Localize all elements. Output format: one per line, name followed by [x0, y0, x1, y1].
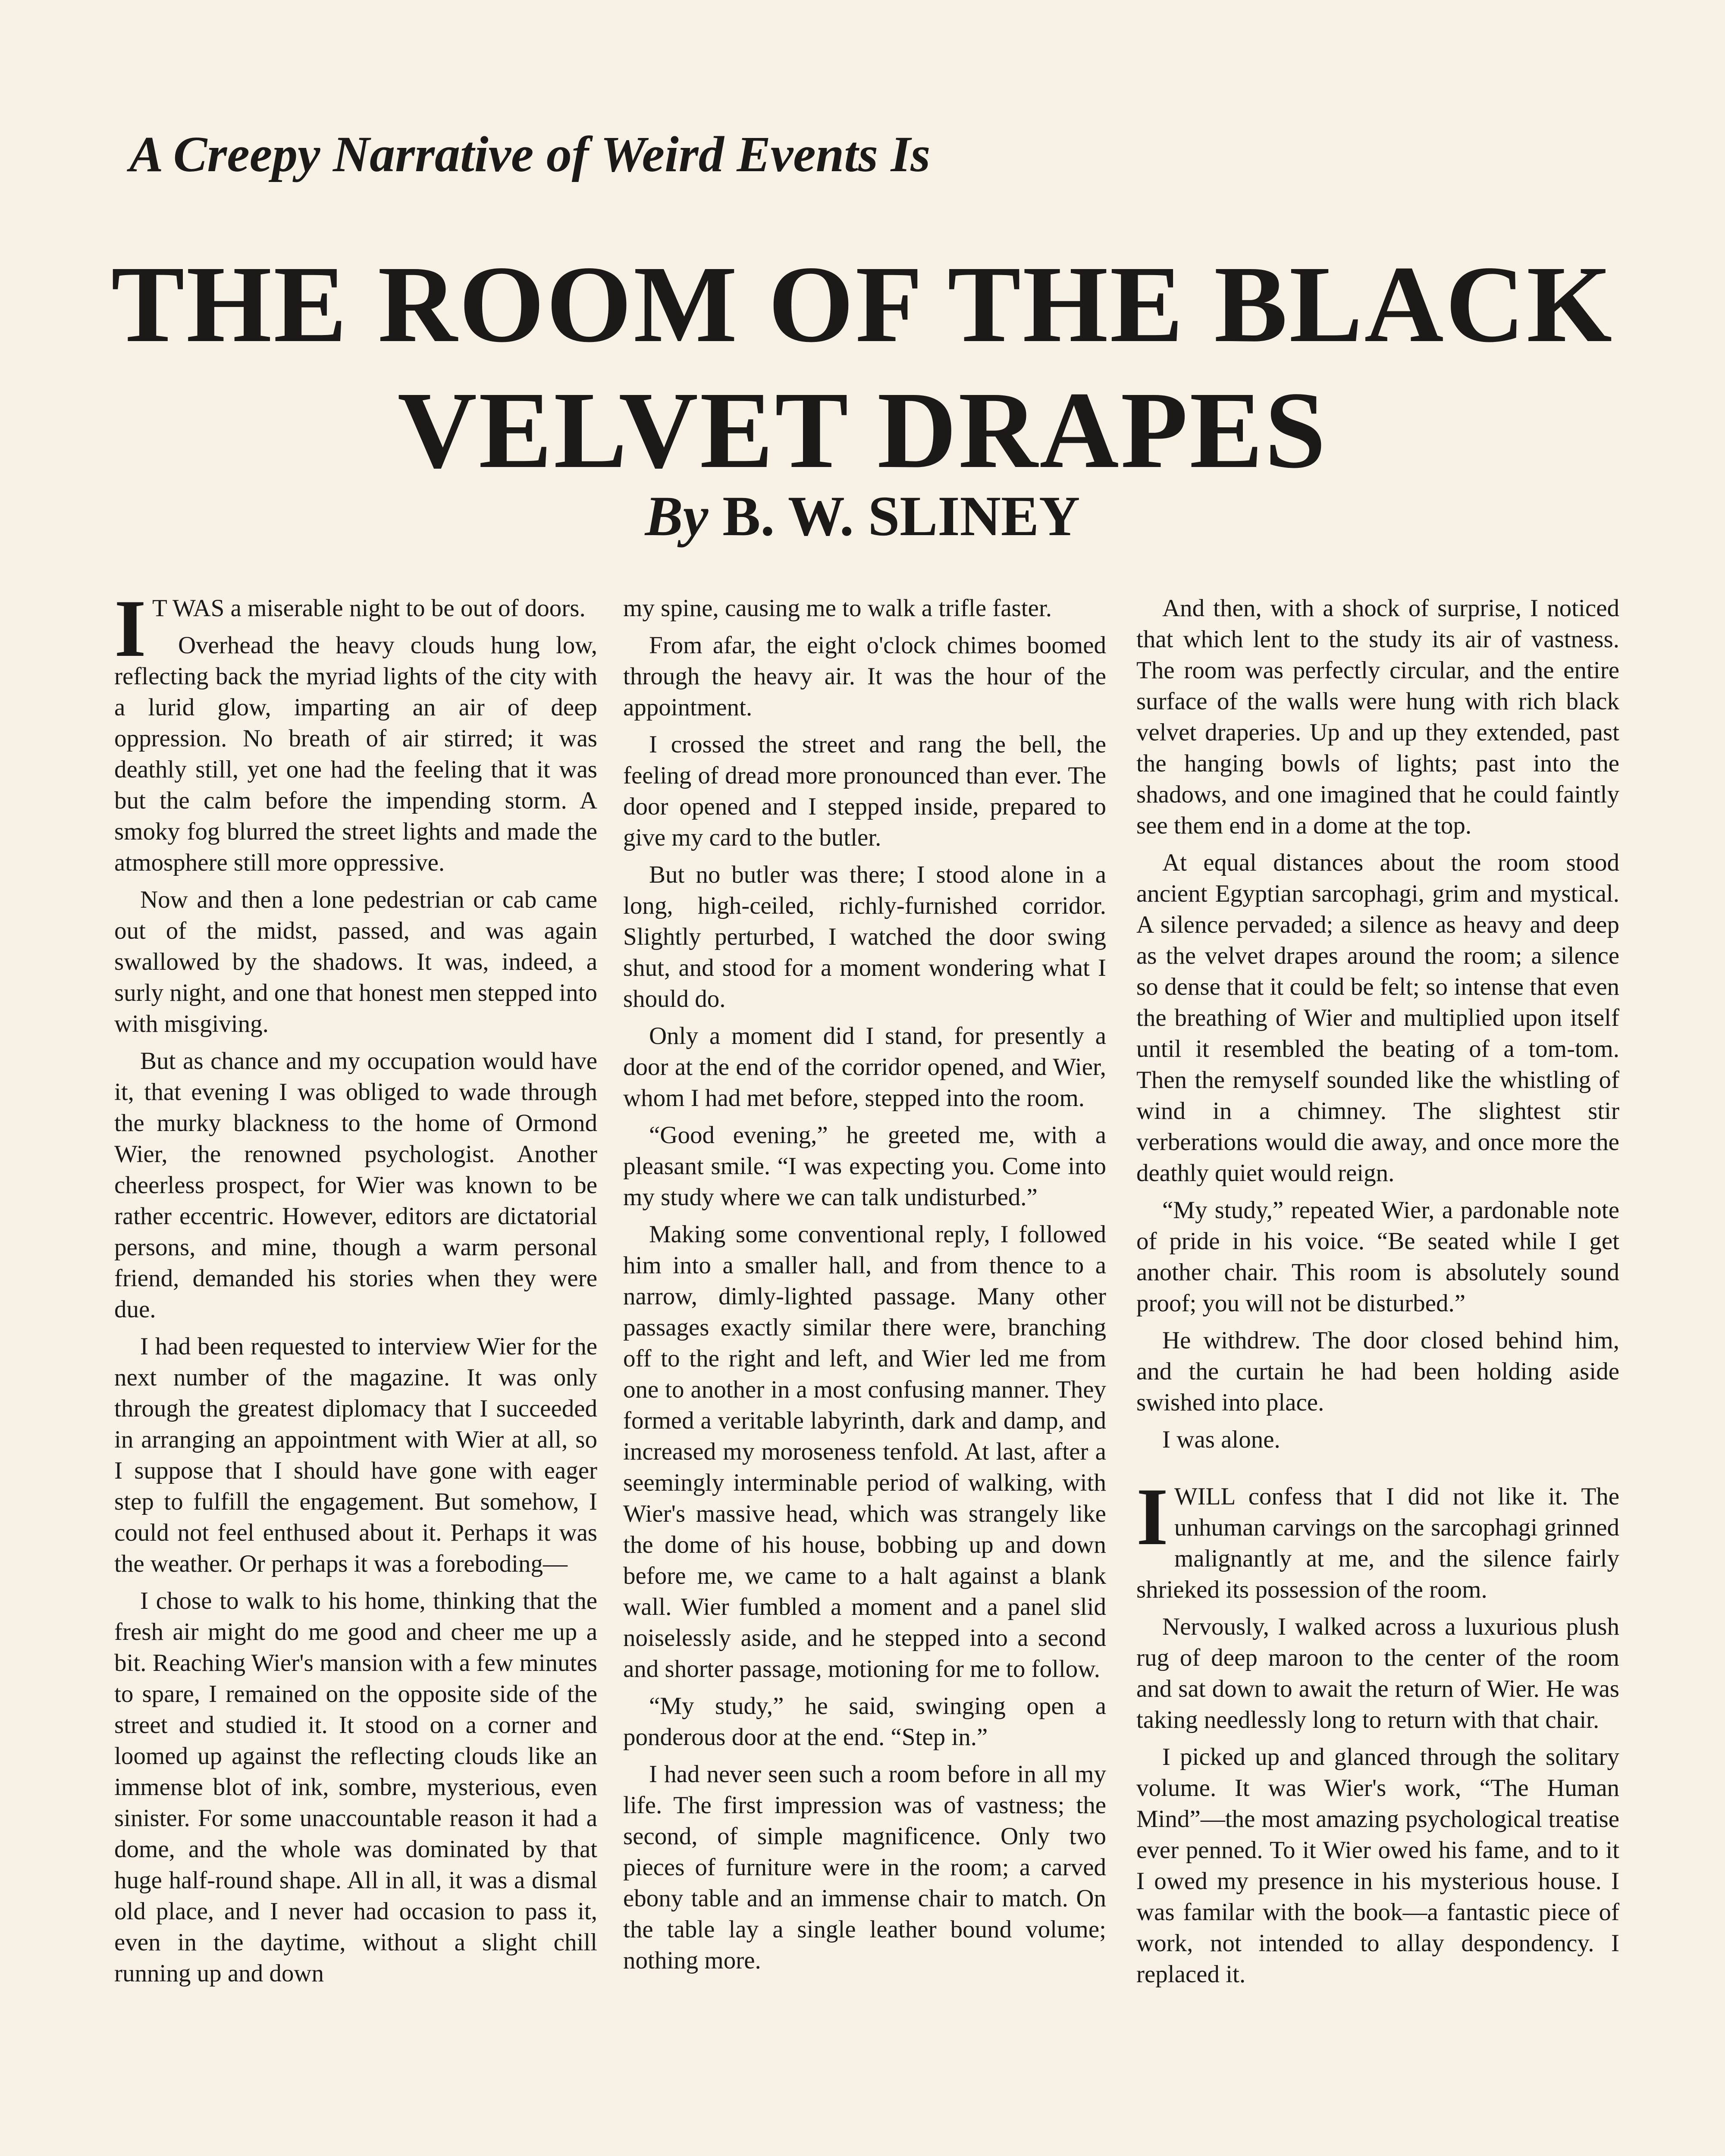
paragraph: my spine, causing me to walk a trifle faster.: [623, 595, 1052, 622]
text-column-3: [1136, 593, 1619, 2156]
text-column-2: [623, 593, 1106, 2156]
paragraph: [1136, 1472, 1619, 1605]
paragraph: “Good evening,” he greeted me, with a pleasant smile. “I was expecting you. Come into my study where we can talk undisturbed.”: [623, 1122, 1106, 1211]
paragraph: “My study,” repeated Wier, a pardonable note of pride in his voice. “Be seated while I get another chair. This room is absolutely sound proof; you will not be disturbed.”: [1136, 1197, 1619, 1317]
paragraph: I crossed the street and rang the bell, the feeling of dread more pronounced than ever. The door opened and I stepped inside, prepared to give my card to the butler.: [623, 731, 1106, 851]
story-title: THE ROOM OF THE BLACK VELVET DRAPES: [111, 244, 1614, 491]
paragraph: Now and then a lone pedestrian or cab came out of the midst, passed, and was again swallowed by the shadows. It was, indeed, a surly night, and one that honest men stepped into with misgiving.: [114, 886, 597, 1037]
paragraph: And then, with a shock of surprise, I noticed that which lent to the study its air of vastness. The room was perfectly circular, and the entire surface of the walls were hung with rich black velvet draperies. Up and up they extended, past the hanging bowls of lights; past into the shadows, and one imagined that he could faintly see them end in a dome at the top.: [1136, 595, 1619, 839]
paragraph: “My study,” he said, swinging open a ponderous door at the end. “Step in.”: [623, 1692, 1106, 1751]
paragraph: I was alone.: [1162, 1426, 1280, 1453]
byline-author: B. W. SLINEY: [722, 484, 1080, 548]
drop-cap: I: [1136, 1472, 1168, 1562]
drop-cap: I: [114, 593, 146, 674]
paragraph: At equal distances about the room stood ancient Egyptian sarcophagi, grim and mystical. A silence pervaded; a silence as heavy and deep as the velvet drapes around the room; a silence so dense that it could be felt; so intense that even the breathing of Wier and multiplied upon itself until it resembled the beating of a tom-tom. Then the remyself sounded like the whistling of wind in a chimney. The slightest stir verberations would die away, and once more the deathly quiet would reign.: [1136, 849, 1619, 1187]
byline-by: By: [645, 484, 709, 548]
paragraph: Making some conventional reply, I followed him into a smaller hall, and from thence to a narrow, dimly-lighted passage. Many other passages exactly similar there were, branching off to the right and left, and Wier led me from one to another in a most confusing manner. They formed a veritable labyrinth, dark and damp, and increased my moroseness tenfold. At last, after a seemingly interminable period of walking, with Wier's massive head, which was strangely like the dome of his house, bobbing up and down before me, we came to a halt against a blank wall. Wier fumbled a moment and a panel slid noiselessly aside, and he stepped into a second and shorter passage, motioning for me to follow.: [623, 1221, 1106, 1683]
paragraph: From afar, the eight o'clock chimes boomed through the heavy air. It was the hour of the appointment.: [623, 632, 1106, 721]
paragraph: Nervously, I walked across a luxurious plush rug of deep maroon to the center of the room and sat down to await the return of Wier. He was taking needlessly long to return with that chair.: [1136, 1613, 1619, 1733]
paragraph: I had been requested to interview Wier for the next number of the magazine. It was only through the greatest diplomacy that I succeeded in arranging an appointment with Wier at all, so I suppose that I should have gone with eager step to fulfill the engagement. But somehow, I could not feel enthused about it. Perhaps it was the weather. Or perhaps it was a foreboding—: [114, 1333, 597, 1577]
paragraph: [114, 593, 597, 674]
story-subtitle: A Creepy Narrative of Weird Events Is: [129, 126, 931, 182]
paragraph-text: T WAS a miserable night to be out of doors.: [152, 595, 586, 622]
paragraph: I picked up and glanced through the solitary volume. It was Wier's work, “The Human Mind”—the most amazing psychological treatise ever penned. To it Wier owed his fame, and to it I owed my presence in his mysterious house. I was familar with the book—a fantastic piece of work, not intended to allay despondency. I replaced it.: [1136, 1743, 1619, 1988]
paragraph: Overhead the heavy clouds hung low, reflecting back the myriad lights of the city with a lurid glow, imparting an air of deep oppression. No breath of air stirred; it was deathly still, yet one had the feeling that it was but the calm before the impending storm. A smoky fog blurred the street lights and made the atmosphere still more oppressive.: [114, 632, 597, 876]
paragraph: He withdrew. The door closed behind him, and the curtain he had been holding aside swished into place.: [1136, 1327, 1619, 1416]
paragraph: But no butler was there; I stood alone in a long, high-ceiled, richly-furnished corridor. Slightly perturbed, I watched the door swing shut, and stood for a moment wondering what I should do.: [623, 861, 1106, 1012]
paragraph: I had never seen such a room before in all my life. The first impression was of vastness; the second, of simple magnificence. Only two pieces of furniture were in the room; a carved ebony table and an immense chair to match. On the table lay a single leather bound volume; nothing more.: [623, 1761, 1106, 1974]
text-column-1: [114, 593, 597, 2156]
paragraph: Only a moment did I stand, for presently a door at the end of the corridor opened, and Wier, whom I had met before, stepped into the room.: [623, 1022, 1106, 1112]
paragraph: I chose to walk to his home, thinking that the fresh air might do me good and cheer me up a bit. Reaching Wier's mansion with a few minutes to spare, I remained on the opposite side of the street and studied it. It stood on a corner and loomed up against the reflecting clouds like an immense blot of ink, sombre, mysterious, even sinister. For some unaccountable reason it had a dome, and the whole was dominated by that huge half-round shape. All in all, it was a dismal old place, and I never had occasion to pass it, even in the daytime, without a slight chill running up and down: [114, 1587, 597, 1987]
paragraph: But as chance and my occupation would have it, that evening I was obliged to wade through the murky blackness to the home of Ormond Wier, the renowned psychologist. Another cheerless prospect, for Wier was known to be rather eccentric. However, editors are dictatorial persons, and mine, though a warm personal friend, demanded his stories when they were due.: [114, 1047, 597, 1323]
paragraph-text: WILL confess that I did not like it. The unhuman carvings on the sarcophagi grinned malignantly at me, and the silence fairly shrieked its possession of the room.: [1136, 1483, 1619, 1603]
byline: [0, 483, 1725, 549]
